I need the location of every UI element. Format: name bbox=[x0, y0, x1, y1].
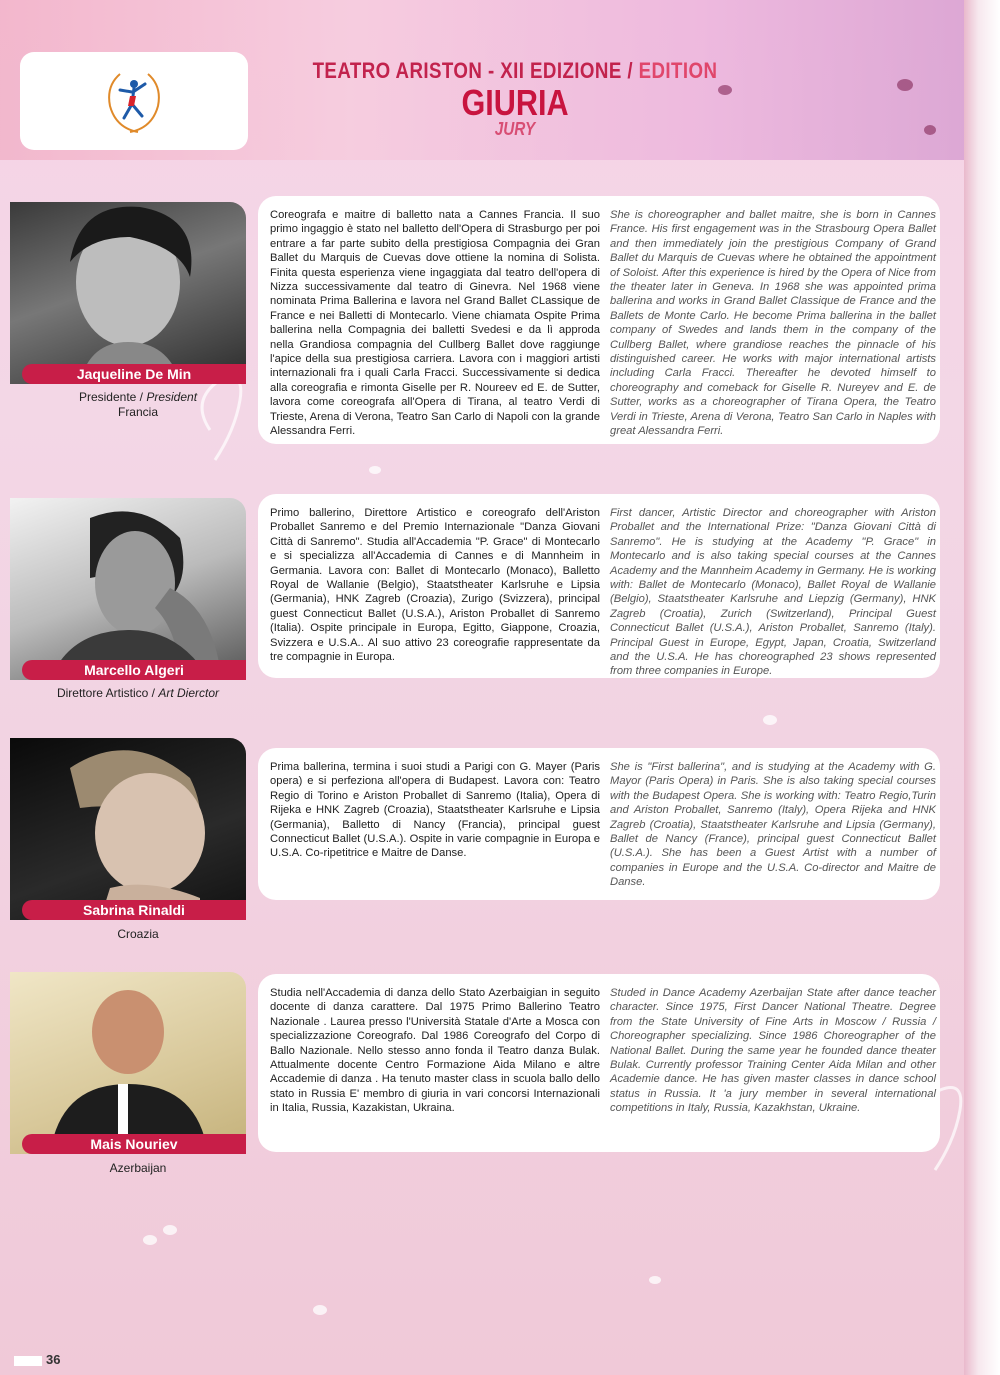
bio-card-sabrina bbox=[258, 748, 940, 900]
member-name-mais: Mais Nouriev bbox=[22, 1134, 246, 1154]
bio-italian: Prima ballerina, termina i suoi studi a Parigi con G. Mayer (Paris opera) e si perfeziona all'opera di Budapest. Lavora con: Teatro Regio di Torino e Ariston Proballet di Sanremo (Italia), Opera di Rijeka e HNK Zagreb (Croazia), Staatstheater Karlsruhe e Lipsia (Germania), Balletto di Nancy (Francia), principal guest Connecticut Ballet (U.S.A.). Ospite in varie compagnie in Europa e U.S.A. Co-ripetitrice e Maitre de Danse. bbox=[270, 761, 600, 860]
page-header bbox=[270, 58, 760, 138]
member-photo-marcello bbox=[10, 498, 246, 680]
bio-italian: Coreografa e maitre di balletto nata a Cannes Francia. Il suo primo ingaggio è stato nel balletto dell'Opera di Strasburgo per poi entrare a far parte subito della prestigiosa Compagnia dei Gran Ballet du Marquis de Cuevas dove ottiene la nomina di Solista. Finita questa esperienza viene ingaggiata dal teatro dell'opera di Nizza successivamente dal teatro di Ginevra. Nel 1968 viene nominata Prima Ballerina e lavora nel Grand Ballet CLassique de France e nei Balletti di Montecarlo. Viene chiamata Ospite Prima ballerina nella Compagnia dei balletti Svedesi e da lì approda nella Grandiosa compagnia del Cullberg Ballet dove raggiunge l'apice della sua prestigiosa carriera. Lavora con i maggiori artisti internazionali fra i quali Carla Fracci. Successivamente si dedica alla coreografia e rimonta Giselle per R. Noureev ed E. de Sutter, lavora come coreografa all'Opera di Tirana, al teatro Verdi di Trieste, Arena di Verona, Teatro San Carlo di Napoli con la grande Alessandra Ferri. bbox=[270, 209, 600, 438]
festival-logo bbox=[20, 52, 248, 150]
bio-english: She is "First ballerina", and is studying at the Academy with G. Mayor (Paris Opera) in Paris. She is also taking special courses with the Budapest Opera. She is working with: Teatro Regio,Turin and Ariston Proballet, Sanremo (Italy), Opera Rijeka and HNK Zagreb (Croatia), Staatstheater Karlsruhe and Lipsia (Germany), Ballet de Nancy (France), principal guest Connecticut Ballet (U.S.A.). She has been a Guest Artist with a number of companies in Europe and the U.S.A. Co-director and Maitre de Danse. bbox=[610, 761, 936, 889]
member-country-sabrina: Croazia bbox=[117, 927, 159, 941]
member-country-mais: Azerbaijan bbox=[109, 1161, 167, 1175]
page-subtitle: JURY bbox=[494, 119, 536, 139]
member-country-jaqueline: Francia bbox=[117, 405, 158, 419]
page-number: 36 bbox=[14, 1352, 60, 1367]
bio-card-mais bbox=[258, 974, 940, 1152]
edition-en: EDITION bbox=[638, 58, 718, 83]
venue-line: TEATRO ARISTON - XII EDIZIONE / EDITION bbox=[312, 58, 718, 83]
member-role-jaqueline: Presidente / President bbox=[78, 390, 198, 404]
bio-card-jaqueline bbox=[258, 196, 940, 444]
member-name-sabrina: Sabrina Rinaldi bbox=[22, 900, 246, 920]
bio-english: Studed in Dance Academy Azerbaijan State after dance teacher character. Since 1975, First Dancer National Theatre. Degree from the State University of Fine Arts in Moscow / Russia / Choreographer specializing. Since 1986 Choreographer of the National Ballet. During the same year he founded dance theater Bulak. Currently professor Training Center Aida Milan and other Academie dance. He has given master classes in dance school status in Russia. It 'a jury member in several international competitions in Italy, Russia, Kazakhstan, Ukraine. bbox=[610, 987, 936, 1115]
member-name-jaqueline: Jaqueline De Min bbox=[22, 364, 246, 384]
member-role-marcello: Direttore Artistico / Art Dierctor bbox=[56, 686, 220, 700]
member-photo-sabrina bbox=[10, 738, 246, 920]
member-name-marcello: Marcello Algeri bbox=[22, 660, 246, 680]
member-photo-mais bbox=[10, 972, 246, 1154]
bio-italian: Primo ballerino, Direttore Artistico e coreografo dell'Ariston Proballet Sanremo e del Premio Internazionale "Danza Giovani Città di Sanremo". Studia all'Accademia "P. Grace" di Montecarlo e si specializza all'Accademia di Cannes e di Mannheim in Germania. Lavora con: Ballet di Montecarlo (Monaco), Balletto Royal de Wallanie (Belgio), Staatstheater Karlsruhe e Lipsia (Germania), HNK Zagreb (Croazia), Zurigo (Svizzera), principal guest Connecticut Ballet (U.S.A.), Ariston Proballet di Sanremo (Italia). Ospite principale in Europa, Egitto, Giappone, Croazia, Svizzera e U.S.A.. Al suo attivo 23 coreografie rappresentate da tre compagnie in Europa. bbox=[270, 507, 600, 664]
member-photo-jaqueline bbox=[10, 202, 246, 384]
page-number-bar bbox=[14, 1356, 42, 1366]
bio-english: First dancer, Artistic Director and choreographer with Ariston Proballet and the International Prize: "Danza Giovani Città di Sanremo". He is studying at the Academy "P. Grace" in Montecarlo and is also taking special courses at the Cannes Academy and the Mannheim Academy in Germany. He is working with: Ballet de Montecarlo (Monaco), Ballet Royal de Wallanie (Belgio), Staatstheater Karlsruhe and Liepzig (Germany), HNK Zagreb (Croatia), Zurich (Switzerland), Principal Guest Connecticut Ballet (U.S.A.), Ariston Proballet, Sanremo (Italy). Principal Guest in Europe, Egypt, Japan, Croatia, Switzerland and the U.S.A. He has choreographed 23 shows represented from three companies in Europe. bbox=[610, 507, 936, 678]
bio-italian: Studia nell'Accademia di danza dello Stato Azerbaigian in seguito docente di danza carattere. Dal 1975 Primo Ballerino Teatro Nazionale . Laurea presso l'Università Statale d'Arte a Mosca con specializzazione Coreografo. Dal 1986 Coreografo del Corpo di Ballo Nazionale. Nello stesso anno fonda il Teatro danza Bulak. Attualmente docente Centro Formazione Aida Milano e altre Accademie di danza . Ha tenuto master class in scuola ballo dello stato in Russia E' membro di giuria in vari concorsi Internazionali in Italia, Russia, Kazakistan, Ukraina. bbox=[270, 987, 600, 1115]
bio-card-marcello bbox=[258, 494, 940, 678]
dancer-logo-icon bbox=[20, 52, 248, 150]
page-title: GIURIA bbox=[461, 82, 569, 123]
bio-english: She is choreographer and ballet maitre, she is born in Cannes France. His first engagement was in the Strasbourg Opera Ballet and then immediately join the prestigious Company of Grand Ballet du Marquis de Cuevas where he obtained the appointment of Soloist. After this experience is hired by the Opera of Nice from the theater later in Geneva. In 1968 she was appointed prima ballerina and works in Grand Ballet Classique de France and the Ballets de Monte Carlo. He become Prima ballerina in the ballet company of Swedes and lands them in the company of the Cullberg Ballet, where grandiose reaches the pinnacle of his distinguished career. He works with major international artists including Carla Fracci. Thereafter he devoted himself to choreography and comeback for Giselle R. Nureyev and E. de Sutter, works as a choreographer of Tirana Opera, the Teatro Verdi in Trieste, Arena di Verona, Teatro San Carlo in Naples with great Alessandra Ferri. bbox=[610, 209, 936, 438]
venue-name: TEATRO ARISTON bbox=[312, 58, 483, 83]
edition-it: XII EDIZIONE bbox=[500, 58, 622, 83]
